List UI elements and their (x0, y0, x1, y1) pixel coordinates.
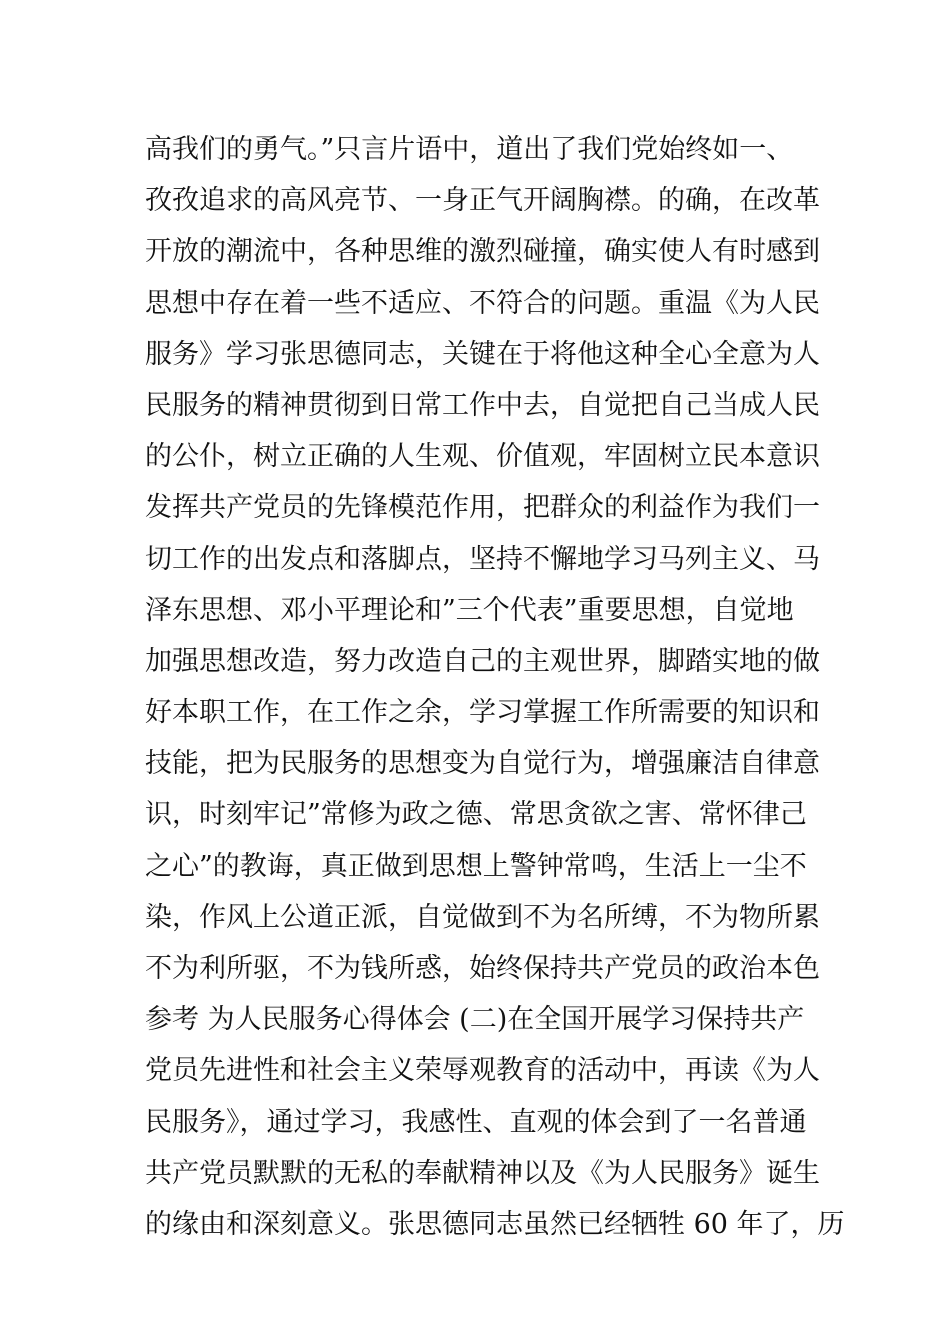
text-line: 服务》学习张思德同志，关键在于将他这种全心全意为人 (145, 338, 820, 370)
text-line: 加强思想改造，努力改造自己的主观世界，脚踏实地的做 (145, 645, 820, 677)
text-line: 泽东思想、邓小平理论和”三个代表”重要思想，自觉地 (145, 594, 794, 626)
body-text (145, 124, 845, 1250)
text-line: 思想中存在着一些不适应、不符合的问题。重温《为人民 (145, 287, 820, 319)
text-line: 染，作风上公道正派，自觉做到不为名所缚，不为物所累 (145, 901, 820, 933)
text-line: 发挥共产党员的先锋模范作用，把群众的利益作为我们一 (145, 492, 820, 524)
text-line: 民服务》，通过学习，我感性、直观的体会到了一名普通 (145, 1106, 807, 1138)
text-line: 技能，把为民服务的思想变为自觉行为，增强廉洁自律意 (145, 748, 820, 780)
text-line: 参考 为人民服务心得体会 (二)在全国开展学习保持共产 (145, 1004, 805, 1036)
text-line: 识，时刻牢记”常修为政之德、常思贪欲之害、常怀律己 (145, 799, 807, 831)
text-line: 之心”的教诲，真正做到思想上警钟常鸣，生活上一尘不 (145, 850, 807, 882)
text-line: 开放的潮流中，各种思维的激烈碰撞，确实使人有时感到 (145, 236, 820, 268)
text-line: 孜孜追求的高风亮节、一身正气开阔胸襟。的确，在改革 (145, 185, 820, 217)
text-line: 高我们的勇气。”只言片语中，道出了我们党始终如一、 (145, 134, 794, 165)
text-line: 好本职工作，在工作之余，学习掌握工作所需要的知识和 (145, 697, 820, 729)
text-line: 共产党员默默的无私的奉献精神以及《为人民服务》诞生 (145, 1157, 820, 1189)
text-line: 切工作的出发点和落脚点，坚持不懈地学习马列主义、马 (145, 543, 820, 575)
text-line: 的缘由和深刻意义。张思德同志虽然已经牺牲 60 年了，历 (145, 1208, 845, 1240)
text-line: 的公仆，树立正确的人生观、价值观，牢固树立民本意识 (145, 441, 820, 473)
text-line: 不为利所驱，不为钱所惑，始终保持共产党员的政治本色 (145, 953, 820, 984)
text-line: 党员先进性和社会主义荣辱观教育的活动中，再读《为人 (145, 1055, 820, 1087)
text-line: 民服务的精神贯彻到日常工作中去，自觉把自己当成人民 (145, 389, 820, 421)
